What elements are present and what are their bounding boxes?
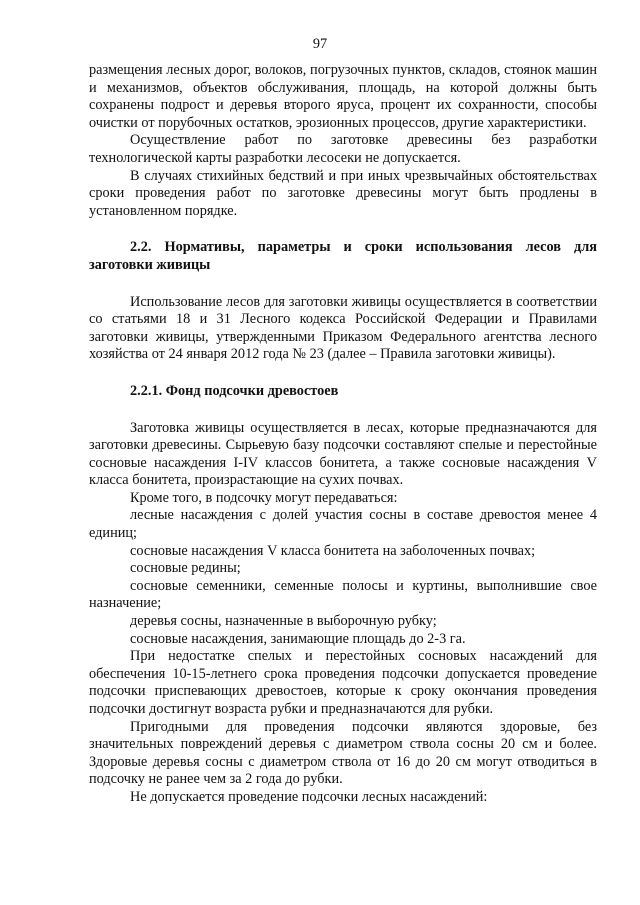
page-number: 97 <box>312 36 328 52</box>
page-content <box>89 62 597 807</box>
list-item: сосновые редины; <box>130 560 241 577</box>
paragraph-suitable: Пригодными для проведения подсочки являются здоровые, без значительных повреждений деревья с диаметром ствола сосны 20 см и более. Здоровые деревья сосны с диаметром ствола от 16 до 20 см могут отводиться в подсочку не ранее чем за 2 года до рубки. <box>89 718 597 788</box>
paragraph-no-map: Осуществление работ по заготовке древесины без разработки технологической карты разработки лесосеки не допускается. <box>89 132 597 166</box>
list-item: лесные насаждения с долей участия сосны в составе древостоя менее 4 единиц; <box>89 507 597 542</box>
section-heading-2-2: 2.2. Нормативы, параметры и сроки использования лесов для заготовки живицы <box>89 239 597 273</box>
paragraph-emergency: В случаях стихийных бедствий и при иных чрезвычайных обстоятельствах сроки проведения работ по заготовке древесины могут быть продлены в установленном порядке. <box>89 167 597 219</box>
paragraph-not-allowed: Не допускается проведение подсочки лесных насаждений: <box>130 788 488 805</box>
paragraph-besides: Кроме того, в подсочку могут передаваться: <box>130 489 398 506</box>
paragraph-usage: Использование лесов для заготовки живицы осуществляется в соответствии со статьями 18 и 31 Лесного кодекса Российской Федерации и Правилами заготовки живицы, утвержденными Приказом Федерального агентства лесного хозяйства от 24 января 2012 года № 23 (далее – Правила заготовки живицы). <box>89 293 597 363</box>
paragraph-continuation: размещения лесных дорог, волоков, погрузочных пунктов, складов, стоянок машин и механизмов, объектов обслуживания, площадь, на которой должны быть сохранены подрост и деревья второго яруса, процент их сохранности, способы очистки от порубочных остатков, эрозионных процессов, другие характеристики. <box>89 62 597 131</box>
paragraph-shortage: При недостатке спелых и перестойных сосновых насаждений для обеспечения 10-15-летнего срока проведения подсочки допускается проведение подсочки приспевающих древостоев, которые к сроку окончания проведения подсочки достигнут возраста рубки и предназначаются для рубки. <box>89 648 597 717</box>
list-item: сосновые семенники, семенные полосы и куртины, выполнившие свое назначение; <box>89 577 597 612</box>
list-item: деревья сосны, назначенные в выборочную рубку; <box>130 613 437 630</box>
list-item: сосновые насаждения V класса бонитета на заболоченных почвах; <box>130 542 536 559</box>
section-heading-2-2-1: 2.2.1. Фонд подсочки древостоев <box>130 382 339 399</box>
paragraph-fund: Заготовка живицы осуществляется в лесах, которые предназначаются для заготовки древесины. Сырьевую базу подсочки составляют спелые и перестойные сосновые насаждения I-IV классов бонитета, а также сосновые насаждения V класса бонитета, произрастающие на сухих почвах. <box>89 419 597 489</box>
list-item: сосновые насаждения, занимающие площадь до 2-3 га. <box>130 630 466 647</box>
